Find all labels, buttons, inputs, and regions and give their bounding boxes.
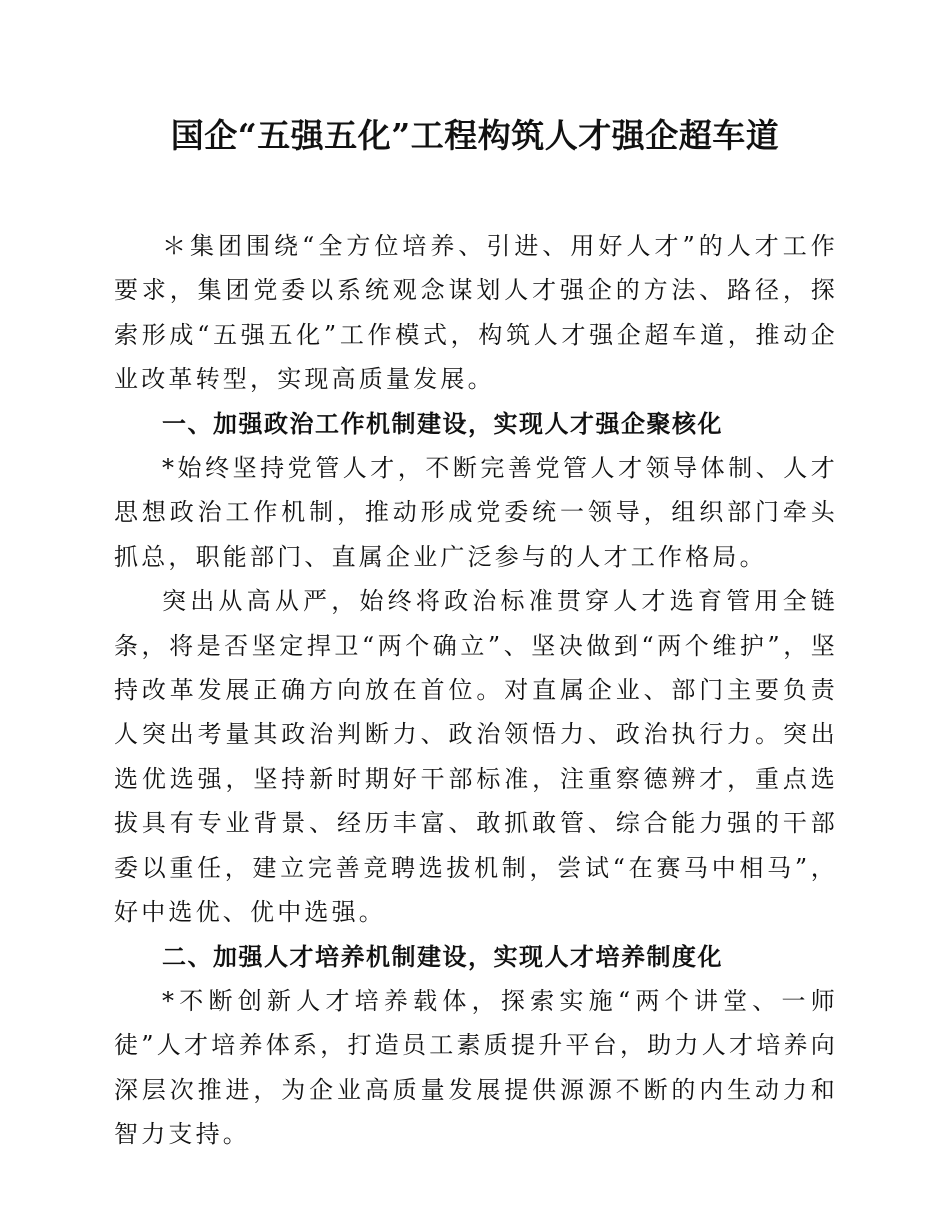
section-1-paragraph-1: *始终坚持党管人才，不断完善党管人才领导体制、人才思想政治工作机制，推动形成党委统一领导，组织部门牵头抓总，职能部门、直属企业广泛参与的人才工作格局。 [114, 454, 838, 571]
section-2-paragraph-1: *不断创新人才培养载体，探索实施“两个讲堂、一师徒”人才培养体系，打造员工素质提升平台，助力人才培养向深层次推进，为企业高质量发展提供源源不断的内生动力和智力支持。 [114, 986, 838, 1149]
document-title: 国企“五强五化”工程构筑人才强企超车道 [170, 116, 780, 155]
document-body [114, 224, 838, 1157]
section-1-heading: 一、加强政治工作机制建设，实现人才强企聚核化 [162, 409, 723, 438]
section-2-heading: 二、加强人才培养机制建设，实现人才培养制度化 [162, 942, 723, 971]
section-1-paragraph-2: 突出从高从严，始终将政治标准贯穿人才选育管用全链条，将是否坚定捍卫“两个确立”、坚决做到“两个维护”，坚持改革发展正确方向放在首位。对直属企业、部门主要负责人突出考量其政治判断力、政治领悟力、政治执行力。突出选优选强，坚持新时期好干部标准，注重察德辨才，重点选拔具有专业背景、经历丰富、敢抓敢管、综合能力强的干部委以重任，建立完善竞聘选拔机制，尝试“在赛马中相马”，好中选优、优中选强。 [114, 587, 838, 927]
intro-paragraph: ＊集团围绕“全方位培养、引进、用好人才”的人才工作要求，集团党委以系统观念谋划人才强企的方法、路径，探索形成“五强五化”工作模式，构筑人才强企超车道，推动企业改革转型，实现高质量发展。 [114, 232, 838, 394]
